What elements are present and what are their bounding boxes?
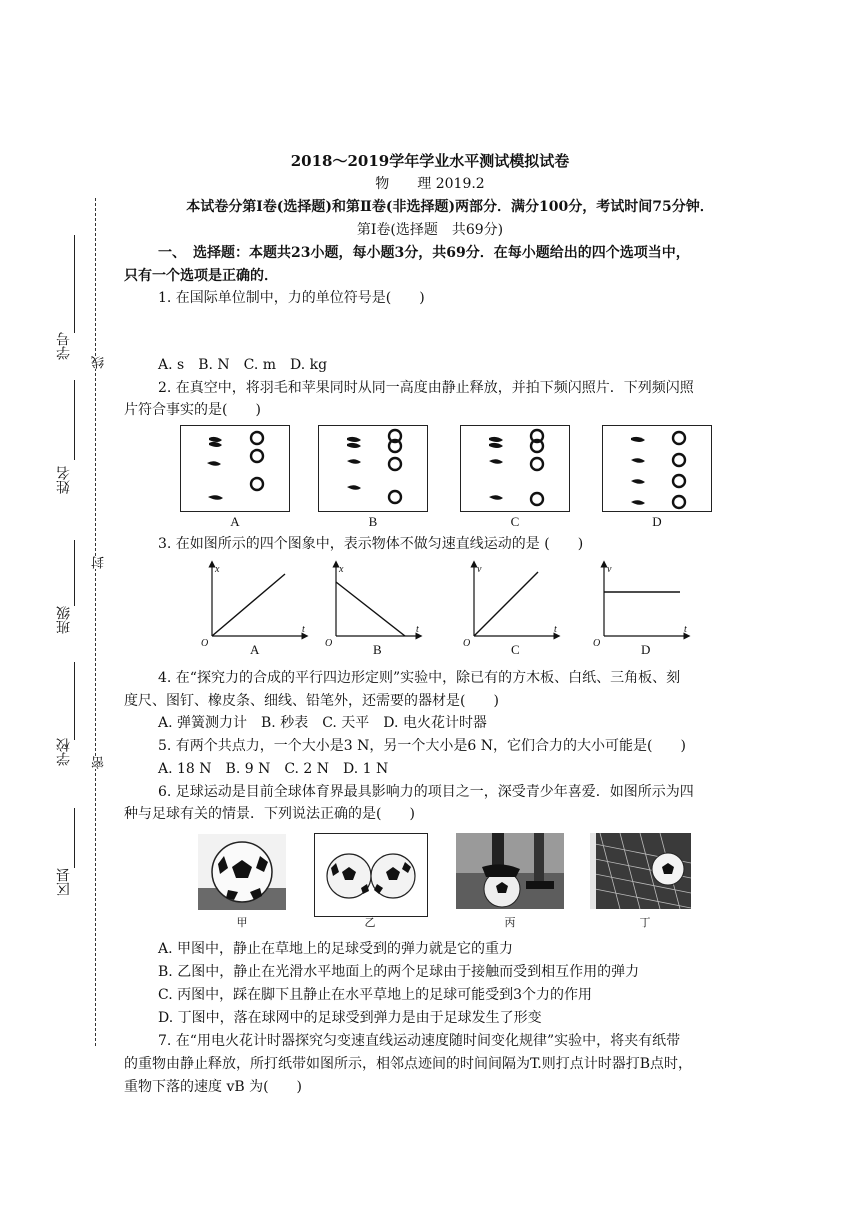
exam-title: 2018～2019学年学业水平测试模拟试卷 bbox=[290, 152, 570, 170]
strobe-photo-d bbox=[602, 425, 712, 512]
section-heading-line2: 只有一个选项是正确的． bbox=[124, 268, 278, 284]
graph-b bbox=[336, 564, 419, 636]
exam-intro: 本试卷分第Ⅰ卷(选择题)和第Ⅱ卷(非选择题)两部分．满分100分，考试时间75分钟． bbox=[186, 199, 714, 215]
strobe-marks-d bbox=[603, 426, 711, 511]
section-heading-line1: 一、 选择题：本题共23小题，每小题3分，共69分．在每小题给出的四个选项当中， bbox=[158, 245, 690, 261]
graph-d bbox=[604, 564, 687, 636]
photo-bing bbox=[456, 833, 564, 909]
question-4-stem-line1: 4. 在“探究力的合成的平行四边形定则”实验中，除已有的方木板、白纸、三角板、刻 bbox=[158, 670, 681, 686]
seal-mark-line: 线 bbox=[92, 356, 107, 369]
question-6-stem-line1: 6. 足球运动是目前全球体育界最具影响力的项目之一，深受青少年喜爱．如图所示为四 bbox=[158, 784, 694, 800]
graph-d-xaxis: t bbox=[684, 624, 687, 635]
two-soccer-balls-icon bbox=[315, 834, 427, 916]
graph-d-origin: O bbox=[593, 638, 601, 649]
question-5-stem: 5. 有两个共点力，一个大小是3 N，另一个大小是6 N，它们合力的大小可能是( ) bbox=[158, 738, 686, 754]
question-7-stem-line2: 的重物由静止释放，所打纸带如图所示，相邻点迹间的时间间隔为T.则打点计时器打B点时， bbox=[124, 1056, 693, 1072]
graph-a bbox=[212, 564, 305, 636]
field-line-school bbox=[74, 662, 75, 740]
seal-mark-secret: 密 bbox=[92, 756, 107, 769]
graph-b-yaxis: x bbox=[339, 564, 344, 575]
part-one-heading: 第Ⅰ卷(选择题 共69分) bbox=[356, 222, 504, 238]
graph-a-xaxis: t bbox=[302, 624, 305, 635]
foot-on-ball-icon bbox=[456, 833, 564, 909]
soccer-ball-on-grass-icon bbox=[198, 834, 286, 910]
field-label-district: 区县 bbox=[56, 868, 72, 896]
photo-label-yi: 乙 bbox=[364, 916, 376, 929]
strobe-marks-a bbox=[181, 426, 289, 511]
seal-mark-seal: 封 bbox=[92, 556, 107, 569]
question-6-option-a: A. 甲图中，静止在草地上的足球受到的弹力就是它的重力 bbox=[158, 941, 514, 957]
photo-ding bbox=[590, 833, 691, 909]
question-6-option-b: B. 乙图中，静止在光滑水平地面上的两个足球由于接触而受到相互作用的弹力 bbox=[158, 964, 640, 980]
motion-graphs bbox=[195, 558, 755, 662]
question-1-options: A. s B. N C. m D. kg bbox=[158, 357, 328, 373]
field-label-student-id: 学号 bbox=[56, 332, 72, 360]
graph-c-xaxis: t bbox=[554, 624, 557, 635]
graph-b-origin: O bbox=[325, 638, 333, 649]
question-5-options: A. 18 N B. 9 N C. 2 N D. 1 N bbox=[158, 761, 389, 777]
question-2-stem-line1: 2. 在真空中，将羽毛和苹果同时从同一高度由静止释放，并拍下频闪照片．下列频闪照 bbox=[158, 380, 694, 396]
strobe-label-a: A bbox=[230, 514, 240, 529]
question-6-option-c: C. 丙图中，踩在脚下且静止在水平草地上的足球可能受到3个力的作用 bbox=[158, 987, 593, 1003]
graph-c bbox=[474, 564, 557, 636]
question-4-stem-line2: 度尺、图钉、橡皮条、细线、铅笔外，还需要的器材是( ) bbox=[124, 693, 499, 709]
photo-yi bbox=[314, 833, 428, 917]
field-label-name: 姓名 bbox=[56, 466, 72, 494]
field-line-district bbox=[74, 808, 75, 868]
graph-c-yaxis: v bbox=[477, 564, 482, 575]
field-line-name bbox=[74, 380, 75, 460]
field-line-class bbox=[74, 540, 75, 606]
strobe-photo-a bbox=[180, 425, 290, 512]
question-6-stem-line2: 种与足球有关的情景．下列说法正确的是( ) bbox=[124, 806, 415, 822]
strobe-photo-c bbox=[460, 425, 570, 512]
graph-a-origin: O bbox=[201, 638, 209, 649]
graph-c-label: C bbox=[511, 642, 520, 657]
binding-dashed-line bbox=[95, 198, 96, 1046]
graph-d-label: D bbox=[641, 642, 651, 657]
graph-b-xaxis: t bbox=[416, 624, 419, 635]
photo-label-jia: 甲 bbox=[236, 916, 248, 929]
ball-in-net-icon bbox=[590, 833, 691, 909]
field-label-school: 学校 bbox=[56, 738, 72, 766]
strobe-label-c: C bbox=[510, 514, 520, 529]
photo-label-bing: 丙 bbox=[504, 916, 516, 929]
question-7-stem-line3: 重物下落的速度 vB 为( ) bbox=[124, 1079, 303, 1095]
strobe-label-d: D bbox=[652, 514, 662, 529]
graph-d-yaxis: v bbox=[607, 564, 612, 575]
graph-a-yaxis: x bbox=[215, 564, 220, 575]
strobe-marks-c bbox=[461, 426, 569, 511]
question-4-options: A. 弹簧测力计 B. 秒表 C. 天平 D. 电火花计时器 bbox=[158, 715, 487, 731]
question-6-option-d: D. 丁图中，落在球网中的足球受到弹力是由于足球发生了形变 bbox=[158, 1010, 542, 1026]
strobe-marks-b bbox=[319, 426, 427, 511]
photo-label-ding: 丁 bbox=[639, 916, 651, 929]
exam-subject: 物 理 2019.2 bbox=[375, 176, 485, 192]
question-3-stem: 3. 在如图所示的四个图象中，表示物体不做匀速直线运动的是 ( ) bbox=[158, 536, 584, 552]
field-label-class: 班级 bbox=[56, 606, 72, 634]
question-2-stem-line2: 片符合事实的是( ) bbox=[124, 402, 261, 418]
graph-c-origin: O bbox=[463, 638, 471, 649]
strobe-label-b: B bbox=[368, 514, 378, 529]
photo-jia bbox=[198, 834, 286, 910]
strobe-photo-b bbox=[318, 425, 428, 512]
graph-b-label: B bbox=[373, 642, 382, 657]
question-1-stem: 1. 在国际单位制中，力的单位符号是( ) bbox=[158, 290, 425, 306]
field-line-student-id bbox=[74, 235, 75, 333]
question-7-stem-line1: 7. 在“用电火花计时器探究匀变速直线运动速度随时间变化规律”实验中，将夹有纸带 bbox=[158, 1033, 681, 1049]
graph-a-label: A bbox=[250, 642, 260, 657]
